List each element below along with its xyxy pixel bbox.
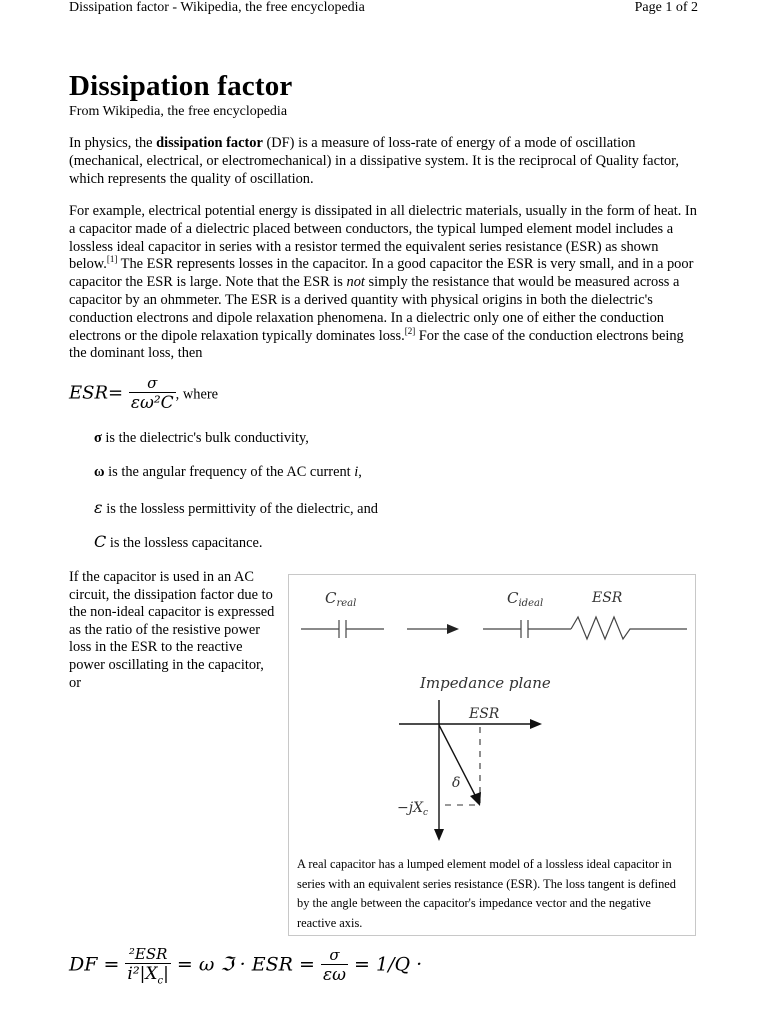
reference-link-1[interactable]: [1]	[106, 254, 118, 265]
example-text-d: For the case of the conduction electrons being the dominant loss, then	[69, 327, 684, 362]
eq2-middle: = ω ℑ · ESR =	[176, 953, 315, 976]
loss-angle-label: δ	[452, 775, 461, 791]
intro-text-a: In physics, the	[69, 135, 157, 151]
example-text-b: The ESR represents losses in the capacitor. In a good capacitor the ESR is very small, and in a poor capacitor the ESR is large. Note that the ESR is	[69, 256, 694, 291]
eq2-end: = 1/Q ·	[354, 953, 423, 976]
def-omega-var: i	[354, 464, 359, 480]
reference-link-2[interactable]: [2]	[404, 325, 416, 336]
def-capacitance	[94, 532, 263, 552]
emphasis-not: not	[346, 274, 365, 291]
esr-resistor-label: ESR	[592, 590, 623, 606]
example-text-a: For example, electrical potential energy is dissipated in all dielectric materials, usually in the form of heat. In a capacitor made of a dielectric placed between conductors, the typical lumped element model includes a lossless ideal capacitor in series with a resistor termed the equivalent series resistance (ESR) as shown below.	[69, 203, 697, 273]
eq1-equals: =	[108, 382, 124, 404]
eq2-f2-numerator: σ	[321, 946, 348, 965]
page-title: Dissipation factor	[69, 70, 293, 102]
intro-text-b: (DF) is a measure of loss-rate of energy of a mode of oscillation (mechanical, electrical, or electromechanical) in a dissipative system. It is the reciprocal of Quality factor, which represents the quality of oscillation.	[69, 135, 679, 187]
eq1-fraction	[129, 374, 176, 413]
impedance-vector	[439, 725, 481, 806]
impedance-plane-label: Impedance plane	[420, 674, 551, 692]
c-ideal-label: $C_{ideal}$	[507, 589, 544, 609]
eq2-fraction-2	[321, 946, 348, 985]
esr-resistor-symbol	[571, 617, 687, 639]
df-equation: DF = $\frac{\text{²ESR}}{i^2|X_c|}$ = ω ℑ · ESR = $\frac{\sigma}{\varepsilon\omega}$ = 1/Q ·	[69, 945, 423, 987]
intro-term: dissipation factor	[156, 135, 263, 151]
def-capacitance-text: is the lossless capacitance.	[106, 535, 263, 551]
eq1-numerator: σ	[129, 374, 176, 393]
eq2-f1-denominator: $i^2|X_c|$	[127, 964, 169, 987]
eq1-tail: , where	[175, 386, 219, 403]
real-capacitor-symbol	[301, 620, 384, 638]
page-subtitle: From Wikipedia, the free encyclopedia	[69, 104, 288, 119]
reactance-label: $-jX_c$	[397, 800, 429, 818]
def-epsilon	[94, 498, 378, 518]
transform-arrow	[407, 624, 459, 634]
esr-axis-label: ESR	[469, 706, 500, 722]
c-real-label: $C_{real}$	[325, 589, 357, 609]
def-omega-text-a: is the angular frequency of the AC current	[104, 464, 355, 480]
eq1-lhs: ESR	[69, 382, 109, 404]
print-header-page: Page 1 of 2	[634, 0, 698, 15]
def-sigma-symbol: σ	[94, 430, 102, 446]
example-text-c: simply the resistance that would be measured across a capacitor by an ohmmeter. The ESR is a derived quantity with physical origins in both the dielectric's conduction electrons and dipole relaxation phenomena. In a dielectric only one of either the conduction electrons or the dipole relaxation typically dominates loss.	[69, 274, 680, 344]
ideal-capacitor-symbol	[483, 620, 571, 638]
example-paragraph	[69, 203, 699, 363]
figure-caption: A real capacitor has a lumped element model of a lossless ideal capacitor in series with an equivalent series resistance (ESR). The loss tangent is defined by the angle between the capacitor's impedance vector and the negative reactive axis.	[297, 857, 676, 930]
def-capacitance-symbol: C	[94, 532, 107, 551]
eq2-f1-numerator: ²ESR	[125, 945, 170, 964]
ac-circuit-paragraph: If the capacitor is used in an AC circuit, the dissipation factor due to the non-ideal capacitor is expressed as the ratio of the resistive power loss in the ESR to the reactive power oscillating in the capacitor, or	[69, 569, 275, 691]
def-epsilon-text: is the lossless permittivity of the dielectric, and	[102, 501, 378, 517]
print-header-title: Dissipation factor - Wikipedia, the free encyclopedia	[69, 0, 365, 15]
def-omega-text-b: ,	[358, 464, 362, 480]
eq2-lhs: DF	[69, 953, 98, 976]
eq2-fraction-1	[125, 945, 170, 986]
intro-paragraph	[69, 135, 699, 188]
def-omega-symbol: ω	[94, 464, 105, 480]
def-sigma	[94, 430, 309, 447]
capacitor-diagram	[289, 575, 695, 851]
eq2-f2-denominator: εω	[322, 965, 346, 986]
def-sigma-text: is the dielectric's bulk conductivity,	[101, 430, 309, 446]
eq1-denominator: εω²C	[130, 393, 174, 413]
def-omega	[94, 464, 362, 481]
def-epsilon-symbol: ε	[94, 498, 103, 517]
esr-equation	[69, 374, 218, 413]
capacitor-figure	[288, 574, 696, 936]
